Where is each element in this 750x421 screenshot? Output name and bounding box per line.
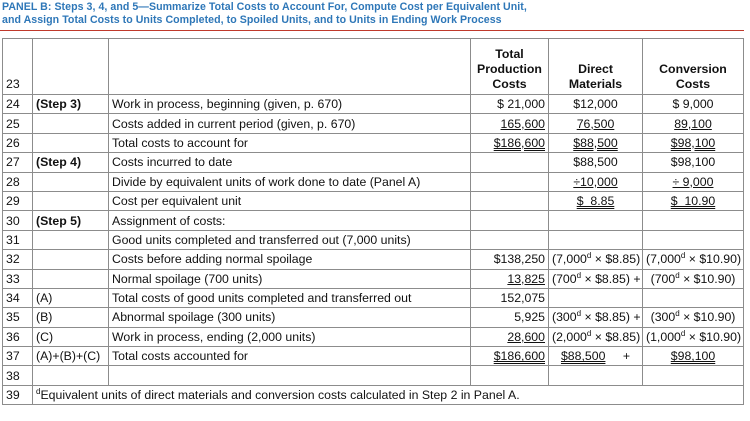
step-label (33, 172, 109, 191)
direct-materials-cell: $ 8.85 (549, 191, 643, 210)
conversion-cell: $98,100 (643, 153, 744, 172)
row-description: Costs incurred to date (109, 153, 471, 172)
step-label: (Step 5) (33, 211, 109, 230)
row-description: Abnormal spoilage (300 units) (109, 308, 471, 327)
row-number: 27 (3, 153, 33, 172)
total-cost-cell (471, 211, 549, 230)
step-cell (33, 39, 109, 95)
total-cost-cell (471, 230, 549, 249)
direct-materials-cell: $88,500 + (549, 347, 643, 366)
row-description: Good units completed and transferred out (7,000 units) (109, 230, 471, 249)
table-row (3, 114, 744, 133)
row-number: 36 (3, 327, 33, 346)
row-number: 29 (3, 191, 33, 210)
table-row (3, 172, 744, 191)
step-label: (A)+(B)+(C) (33, 347, 109, 366)
conversion-cell (643, 288, 744, 307)
direct-materials-cell: (7,000$^d$ × $8.85) (549, 250, 643, 269)
table-row (3, 133, 744, 152)
table-row (3, 327, 744, 346)
conversion-cell: $98,100 (643, 133, 744, 152)
panel-title (2, 1, 742, 27)
step-label (33, 269, 109, 288)
table-row (3, 347, 744, 366)
table-row (3, 308, 744, 327)
table-row (3, 288, 744, 307)
table-row (3, 95, 744, 114)
conversion-cell (643, 230, 744, 249)
step-label (33, 230, 109, 249)
total-cost-cell: $186,600 (471, 133, 549, 152)
plus-sign: + (633, 310, 641, 325)
plus-sign: + (633, 271, 641, 286)
total-cost-cell: 13,825 (471, 269, 549, 288)
step-label (33, 133, 109, 152)
row-description: Cost per equivalent unit (109, 191, 471, 210)
step-label: (Step 3) (33, 95, 109, 114)
direct-materials-cell (549, 366, 643, 385)
conversion-cell: (7,000$^d$ × $10.90) (643, 250, 744, 269)
table-row (3, 269, 744, 288)
step-label (33, 191, 109, 210)
total-cost-cell: 165,600 (471, 114, 549, 133)
row-number: 28 (3, 172, 33, 191)
conversion-cell: $98,100 (643, 347, 744, 366)
conversion-cell: (1,000$^d$ × $10.90) (643, 327, 744, 346)
header-conversion-costs: Conversion Costs (643, 39, 744, 95)
total-cost-cell (471, 366, 549, 385)
plus-sign: + (622, 349, 631, 364)
table-row (3, 153, 744, 172)
row-number: 25 (3, 114, 33, 133)
row-number: 26 (3, 133, 33, 152)
row-description: Total costs of good units completed and transferred out (109, 288, 471, 307)
direct-materials-cell: ÷10,000 (549, 172, 643, 191)
row-description: Assignment of costs: (109, 211, 471, 230)
step-label: (C) (33, 327, 109, 346)
conversion-cell: 89,100 (643, 114, 744, 133)
total-cost-cell: 152,075 (471, 288, 549, 307)
direct-materials-cell (549, 211, 643, 230)
panel-title-line-2: and Assign Total Costs to Units Completed, to Spoiled Units, and to Units in Ending Work Process (2, 14, 502, 26)
row-description: Divide by equivalent units of work done to date (Panel A) (109, 172, 471, 191)
direct-materials-cell: 76,500 (549, 114, 643, 133)
row-description: Work in process, beginning (given, p. 670) (109, 95, 471, 114)
total-cost-cell: $ 21,000 (471, 95, 549, 114)
row-number: 37 (3, 347, 33, 366)
direct-materials-cell: (2,000$^d$ × $8.85) (549, 327, 643, 346)
total-cost-cell (471, 153, 549, 172)
conversion-cell: $ 9,000 (643, 95, 744, 114)
step-label: (B) (33, 308, 109, 327)
row-number: 34 (3, 288, 33, 307)
row-description: Total costs to account for (109, 133, 471, 152)
conversion-cell: ÷ 9,000 (643, 172, 744, 191)
row-number: 23 (3, 39, 33, 95)
direct-materials-cell: $88,500 (549, 153, 643, 172)
footnote: $^d$Equivalent units of direct materials and conversion costs calculated in Step 2 in Panel A. (33, 385, 744, 404)
row-description (109, 366, 471, 385)
table-row (3, 250, 744, 269)
conversion-cell: ($700^d$ × $10.90) (643, 269, 744, 288)
row-number: 30 (3, 211, 33, 230)
total-cost-cell: 5,925 (471, 308, 549, 327)
title-divider (0, 30, 744, 31)
table-row (3, 366, 744, 385)
row-number: 33 (3, 269, 33, 288)
header-row (3, 39, 744, 95)
row-number: 38 (3, 366, 33, 385)
header-total-production-costs: Total Production Costs (471, 39, 549, 95)
direct-materials-cell: ($300^d$ × $8.85) + (549, 308, 643, 327)
direct-materials-cell: $88,500 (549, 133, 643, 152)
direct-materials-cell (549, 230, 643, 249)
direct-materials-cell: ($700^d$ × $8.85) + (549, 269, 643, 288)
step-label (33, 366, 109, 385)
total-cost-cell: $138,250 (471, 250, 549, 269)
row-number: 39 (3, 385, 33, 404)
row-description: Costs added in current period (given, p. 670) (109, 114, 471, 133)
footnote-row (3, 385, 744, 404)
row-description: Costs before adding normal spoilage (109, 250, 471, 269)
total-cost-cell: 28,600 (471, 327, 549, 346)
row-description: Work in process, ending (2,000 units) (109, 327, 471, 346)
total-cost-cell (471, 172, 549, 191)
header-direct-materials: Direct Materials (549, 39, 643, 95)
footnote-text: Equivalent units of direct materials and conversion costs calculated in Step 2 in Panel A. (40, 388, 520, 403)
row-description: Normal spoilage (700 units) (109, 269, 471, 288)
description-cell (109, 39, 471, 95)
step-label (33, 250, 109, 269)
direct-materials-cell (549, 288, 643, 307)
row-number: 31 (3, 230, 33, 249)
conversion-cell: ($300^d$ × $10.90) (643, 308, 744, 327)
row-number: 24 (3, 95, 33, 114)
panel-title-line-1: PANEL B: Steps 3, 4, and 5—Summarize Total Costs to Account For, Compute Cost per Equivalent Unit, (2, 1, 527, 13)
table-row (3, 191, 744, 210)
row-number: 35 (3, 308, 33, 327)
row-number: 32 (3, 250, 33, 269)
direct-materials-cell: $12,000 (549, 95, 643, 114)
total-cost-cell (471, 191, 549, 210)
table-row (3, 211, 744, 230)
step-label: (A) (33, 288, 109, 307)
cost-assignment-table (2, 38, 744, 405)
conversion-cell (643, 366, 744, 385)
conversion-cell: $ 10.90 (643, 191, 744, 210)
conversion-cell (643, 211, 744, 230)
step-label: (Step 4) (33, 153, 109, 172)
row-description: Total costs accounted for (109, 347, 471, 366)
total-cost-cell: $186,600 (471, 347, 549, 366)
table-row (3, 230, 744, 249)
step-label (33, 114, 109, 133)
